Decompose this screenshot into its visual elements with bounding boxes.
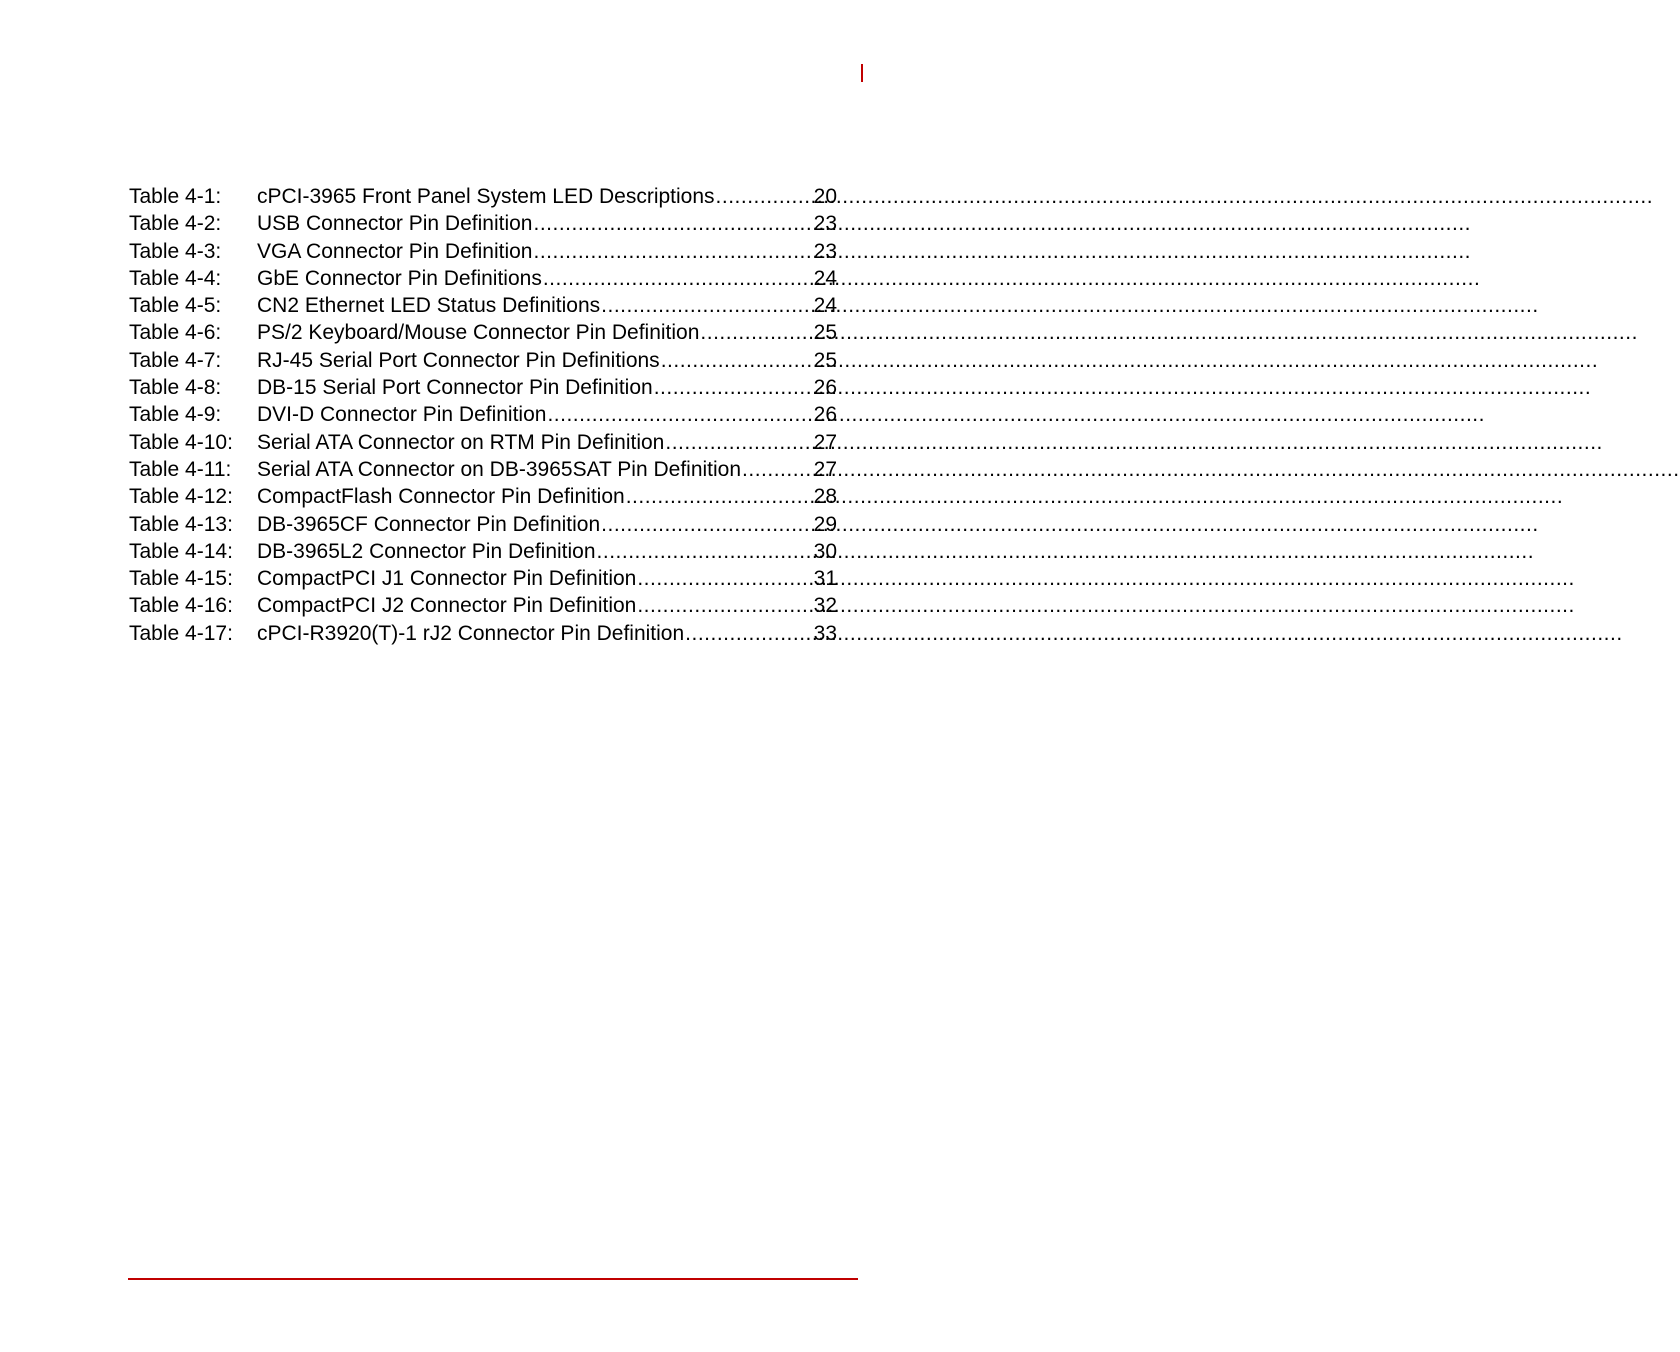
toc-entry-label: Table 4-3:	[129, 239, 222, 263]
toc-entry-title: Serial ATA Connector on DB-3965SAT Pin Definition	[257, 457, 742, 481]
toc-entry[interactable]	[129, 511, 837, 538]
toc-dot-leader	[664, 429, 813, 456]
toc-entry-title: cPCI-3965 Front Panel System LED Descriptions	[257, 185, 715, 208]
list-of-tables	[129, 183, 837, 647]
toc-entry-label: Table 4-15:	[129, 567, 233, 591]
toc-entry-page-number: 23	[813, 239, 837, 263]
toc-entry-title: cPCI-R3920(T)-1 rJ2 Connector Pin Definition	[257, 621, 685, 645]
toc-entry-title: Serial ATA Connector on RTM Pin Definition	[257, 430, 665, 454]
header-accent-mark	[861, 64, 863, 82]
toc-entry-label: Table 4-13:	[129, 512, 233, 536]
toc-entry-label: Table 4-5:	[129, 294, 222, 318]
toc-entry-label: Table 4-16:	[129, 594, 233, 618]
toc-entry[interactable]	[129, 210, 837, 237]
toc-entry-page-number: 33	[813, 621, 837, 645]
toc-entry-page-number: 29	[813, 512, 837, 536]
toc-dot-leader	[684, 620, 813, 647]
toc-dot-leader	[600, 292, 813, 319]
toc-entry-label: Table 4-2:	[129, 212, 222, 236]
toc-entry-page-number: 30	[813, 539, 837, 563]
toc-entry[interactable]	[129, 592, 837, 619]
toc-entry-page-number: 25	[813, 348, 837, 372]
toc-entry-title: DVI-D Connector Pin Definition	[257, 403, 547, 427]
toc-dot-leader	[699, 319, 813, 346]
toc-entry-label: Table 4-10:	[129, 430, 233, 454]
toc-entry-title: PS/2 Keyboard/Mouse Connector Pin Definition	[257, 321, 700, 345]
toc-entry[interactable]	[129, 238, 837, 265]
toc-entry-title: RJ-45 Serial Port Connector Pin Definitions	[257, 348, 660, 372]
toc-dot-leader	[636, 565, 813, 592]
toc-dot-leader	[542, 265, 814, 292]
toc-entry-page-number: 32	[813, 594, 837, 618]
toc-entry[interactable]	[129, 347, 837, 374]
toc-entry-label: Table 4-12:	[129, 485, 233, 509]
toc-entry-page-number: 24	[813, 294, 837, 318]
toc-entry-title: CompactPCI J2 Connector Pin Definition	[257, 594, 637, 618]
footer-rule	[128, 1278, 858, 1280]
toc-dot-leader	[625, 483, 814, 510]
toc-dot-leader	[741, 456, 814, 483]
toc-entry-title: GbE Connector Pin Definitions	[257, 266, 542, 290]
toc-entry-title: DB-3965L2 Connector Pin Definition	[257, 539, 596, 563]
toc-entry[interactable]	[129, 429, 837, 456]
toc-dot-leader	[653, 374, 814, 401]
toc-entry-page-number: 26	[813, 376, 837, 400]
toc-entry-label: Table 4-4:	[129, 266, 222, 290]
toc-entry-title: VGA Connector Pin Definition	[257, 239, 533, 263]
toc-dot-leader	[636, 592, 813, 619]
toc-entry-label: Table 4-8:	[129, 376, 222, 400]
toc-entry-label: Table 4-9:	[129, 403, 222, 427]
toc-entry-page-number: 24	[813, 266, 837, 290]
toc-dot-leader	[660, 347, 814, 374]
toc-dot-leader	[546, 401, 813, 428]
toc-entry[interactable]	[129, 483, 837, 510]
toc-entry-page-number: 31	[813, 567, 837, 591]
toc-dot-leader	[600, 511, 813, 538]
toc-dot-leader	[532, 210, 813, 237]
toc-entry[interactable]	[129, 456, 837, 483]
toc-entry[interactable]	[129, 538, 837, 565]
toc-entry[interactable]	[129, 319, 837, 346]
toc-entry-label: Table 4-6:	[129, 321, 222, 345]
toc-dot-leader	[596, 538, 814, 565]
toc-entry-label: Table 4-1:	[129, 185, 222, 208]
toc-entry[interactable]	[129, 565, 837, 592]
toc-entry-label: Table 4-11:	[129, 457, 232, 481]
toc-entry-title: DB-15 Serial Port Connector Pin Definition	[257, 376, 653, 400]
toc-entry-title: CN2 Ethernet LED Status Definitions	[257, 294, 601, 318]
toc-entry-page-number: 26	[813, 403, 837, 427]
toc-entry-label: Table 4-7:	[129, 348, 222, 372]
toc-entry-title: CompactPCI J1 Connector Pin Definition	[257, 567, 637, 591]
toc-entry[interactable]	[129, 620, 837, 647]
toc-entry-label: Table 4-14:	[129, 539, 233, 563]
toc-dot-leader	[715, 183, 814, 210]
toc-entry-title: USB Connector Pin Definition	[257, 212, 533, 236]
toc-dot-leader	[532, 238, 813, 265]
toc-entry-title: CompactFlash Connector Pin Definition	[257, 485, 625, 509]
toc-entry-label: Table 4-17:	[129, 621, 233, 645]
toc-entry-page-number: 20	[813, 185, 837, 208]
toc-entry-page-number: 23	[813, 212, 837, 236]
toc-entry[interactable]	[129, 265, 837, 292]
toc-entry[interactable]	[129, 374, 837, 401]
toc-entry[interactable]	[129, 183, 837, 210]
toc-entry-title: DB-3965CF Connector Pin Definition	[257, 512, 601, 536]
toc-entry[interactable]	[129, 292, 837, 319]
toc-entry[interactable]	[129, 401, 837, 428]
toc-entry-page-number: 27	[813, 457, 837, 481]
toc-entry-page-number: 27	[813, 430, 837, 454]
toc-entry-page-number: 25	[813, 321, 837, 345]
toc-entry-page-number: 28	[813, 485, 837, 509]
